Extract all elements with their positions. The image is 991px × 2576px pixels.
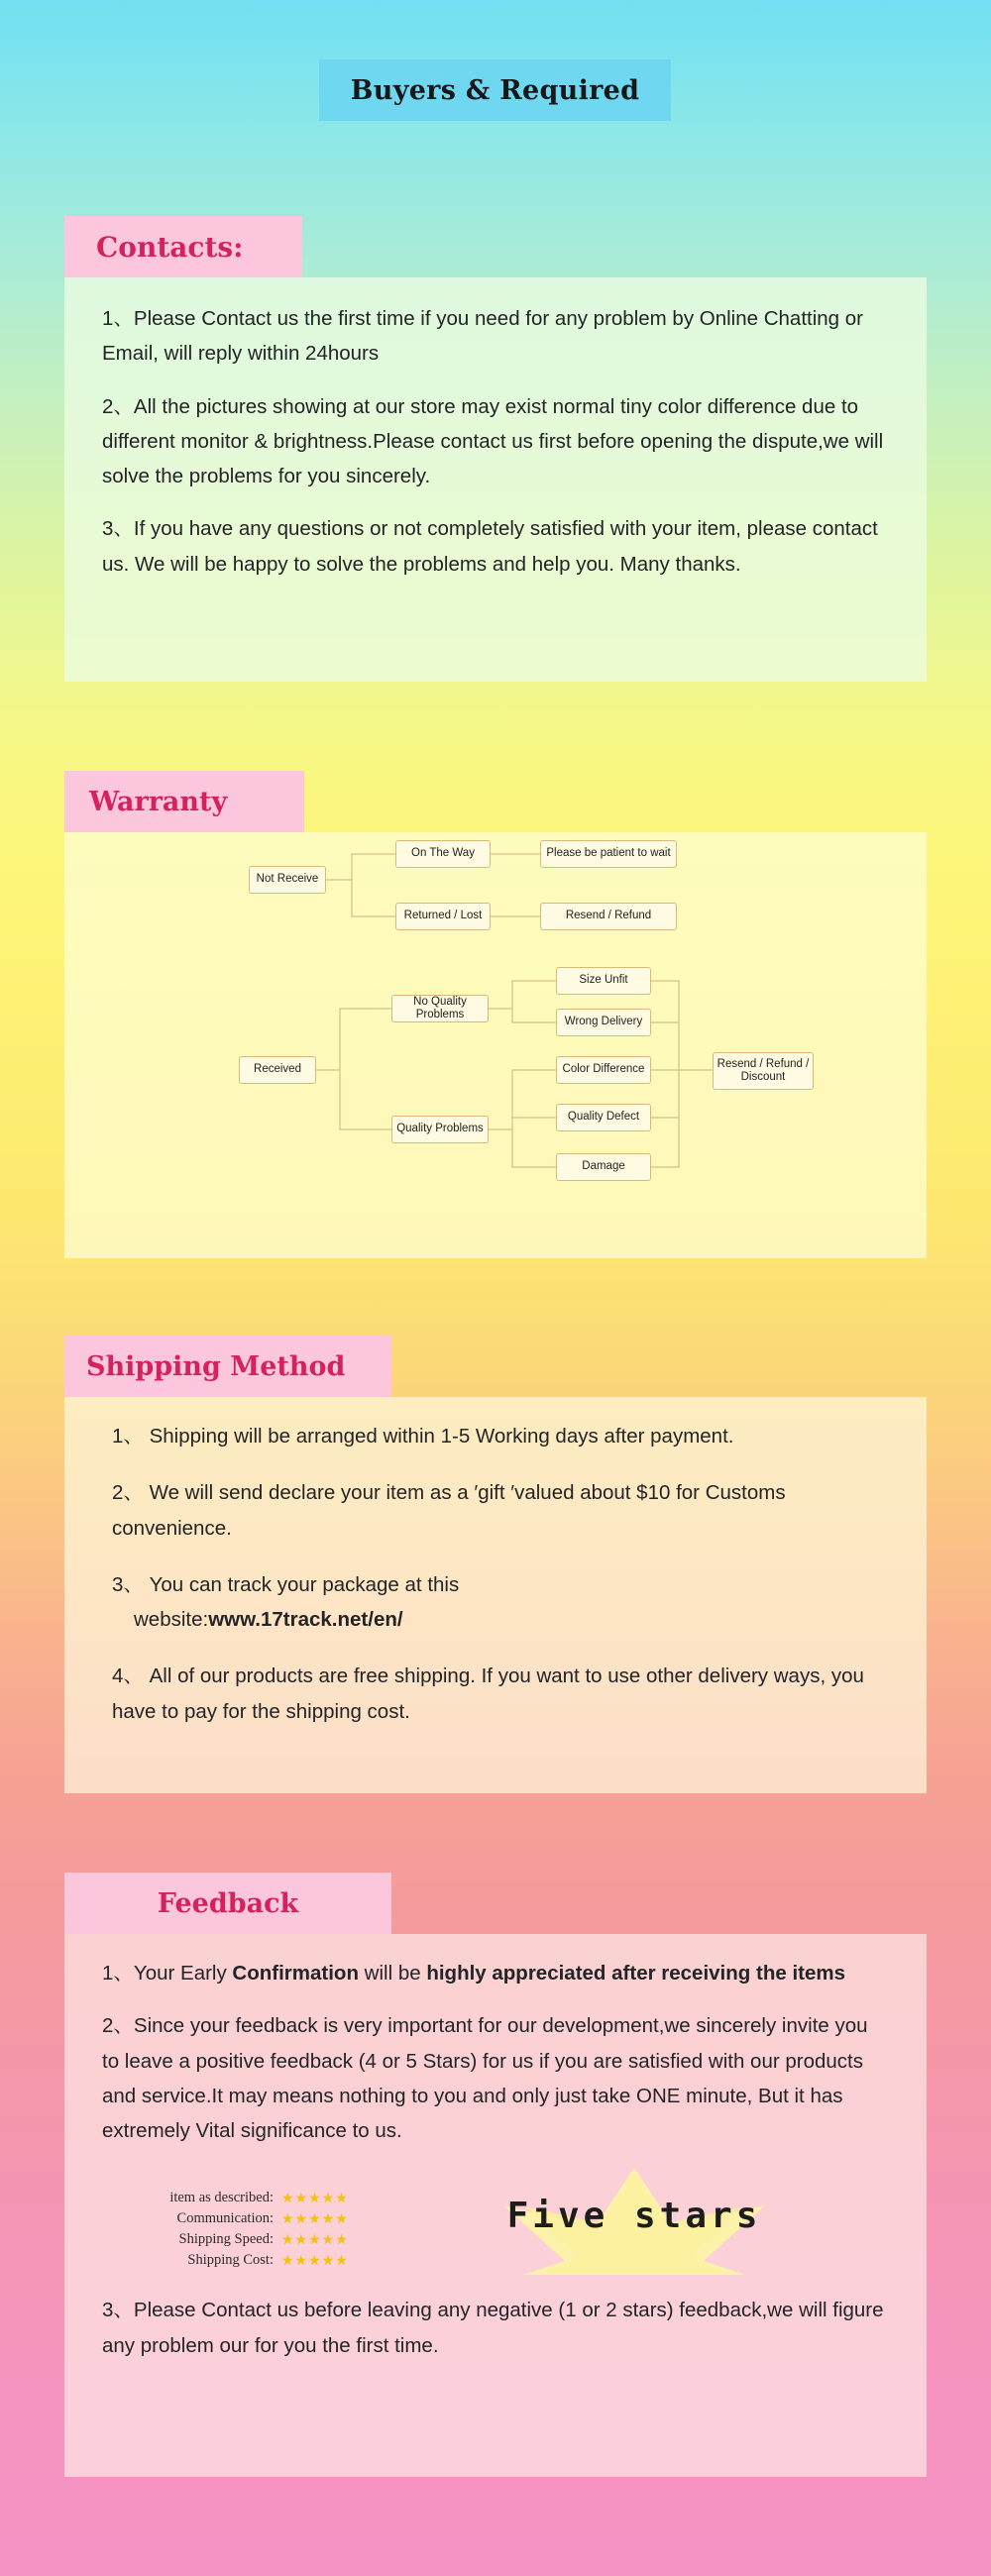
- shipping-website-link[interactable]: www.17track.net/en/: [208, 1608, 403, 1631]
- flowchart-connectors: [64, 832, 927, 1258]
- flow-node-on-the-way: On The Way: [395, 840, 491, 868]
- flow-node-damage: Damage: [556, 1153, 651, 1181]
- shipping-item-3: [102, 1567, 889, 1638]
- flow-node-wrong-delivery: Wrong Delivery: [556, 1009, 651, 1036]
- rating-row: [99, 2250, 367, 2271]
- shipping-item-4: 4、 All of our products are free shipping. If you want to use other delivery ways, you have to pay for the shipping cost.: [112, 1664, 864, 1723]
- flow-node-color-difference: Color Difference: [556, 1056, 651, 1084]
- flow-node-received: Received: [239, 1056, 316, 1084]
- feedback-item-1-part-a: 1、Your Early: [102, 1962, 233, 1985]
- flow-node-returned-lost: Returned / Lost: [395, 903, 491, 930]
- five-stars-badge: [377, 2166, 892, 2277]
- rating-row: [99, 2229, 367, 2250]
- section-heading-contacts-label: Contacts:: [96, 230, 244, 264]
- section-heading-warranty: [64, 771, 304, 832]
- page-title-banner: [319, 59, 671, 121]
- section-heading-feedback: [64, 1873, 391, 1934]
- feedback-rating-list: [99, 2188, 367, 2271]
- flow-node-resend-refund-discount: Resend / Refund / Discount: [713, 1052, 814, 1090]
- feedback-item-3: 3、Please Contact us before leaving any negative (1 or 2 stars) feedback,we will figure any problem our for you the first time.: [102, 2299, 884, 2357]
- section-heading-feedback-label: Feedback: [157, 1887, 299, 1919]
- section-heading-shipping-label: Shipping Method: [86, 1350, 346, 1382]
- rating-stars: ★★★★★: [281, 2210, 349, 2226]
- rating-label: Shipping Speed:: [178, 2231, 274, 2247]
- page-title: Buyers & Required: [350, 74, 640, 106]
- feedback-item-2: 2、Since your feedback is very important for our development,we sincerely invite you to leave a positive feedback (4 or 5 Stars) for us if you are satisfied with our products and service.It may means nothing to you and only just take ONE minute, But it has extremely Vital significance to us.: [102, 2014, 868, 2142]
- section-heading-contacts: [64, 216, 302, 277]
- rating-row: [99, 2208, 367, 2229]
- flow-node-quality-problems: Quality Problems: [391, 1116, 489, 1143]
- section-heading-warranty-label: Warranty: [89, 786, 228, 817]
- section-body-contacts: [64, 277, 927, 682]
- feedback-item-1-part-c: will be: [358, 1962, 427, 1985]
- rating-stars: ★★★★★: [281, 2252, 349, 2268]
- contacts-item-1: 1、Please Contact us the first time if you need for any problem by Online Chatting or Email, will reply within 24hours: [102, 307, 863, 366]
- feedback-item-1-confirmation: Confirmation: [232, 1962, 359, 1985]
- contacts-item-2: 2、All the pictures showing at our store may exist normal tiny color difference due to different monitor & brightness.Please contact us first before opening the dispute,we will solve the problems for you sincerely.: [102, 394, 884, 487]
- shipping-item-1: 1、 Shipping will be arranged within 1-5 Working days after payment.: [112, 1425, 734, 1448]
- contacts-item-3: 3、If you have any questions or not completely satisfied with your item, please contact us. We will be happy to solve the problems and help you. Many thanks.: [102, 517, 878, 576]
- section-body-shipping: [64, 1397, 927, 1793]
- flow-node-size-unfit: Size Unfit: [556, 967, 651, 995]
- flow-node-no-quality-problems: No Quality Problems: [391, 995, 489, 1022]
- rating-row: [99, 2188, 367, 2208]
- rating-label: Shipping Cost:: [187, 2252, 274, 2268]
- rating-stars: ★★★★★: [281, 2190, 349, 2205]
- section-body-warranty: [64, 832, 927, 1258]
- rating-stars: ★★★★★: [281, 2231, 349, 2247]
- section-heading-shipping: [64, 1336, 391, 1397]
- flow-node-please-be-patient: Please be patient to wait: [540, 840, 677, 868]
- flow-node-resend-refund: Resend / Refund: [540, 903, 677, 930]
- flow-node-quality-defect: Quality Defect: [556, 1104, 651, 1131]
- shipping-item-3-text: 3、 You can track your package at this: [112, 1572, 460, 1596]
- warranty-flowchart: [64, 832, 927, 1258]
- feedback-item-1: [102, 1956, 889, 1990]
- rating-label: Communication:: [176, 2210, 274, 2226]
- feedback-item-1-part-d: highly appreciated after receiving the items: [426, 1962, 845, 1985]
- five-stars-label: Five stars: [506, 2196, 762, 2236]
- rating-label: item as described:: [169, 2190, 274, 2205]
- shipping-item-2: 2、 We will send declare your item as a ′gift ′valued about $10 for Customs convenience.: [112, 1481, 786, 1540]
- shipping-website-prefix: website:: [134, 1608, 209, 1631]
- flow-node-not-receive: Not Receive: [249, 866, 326, 894]
